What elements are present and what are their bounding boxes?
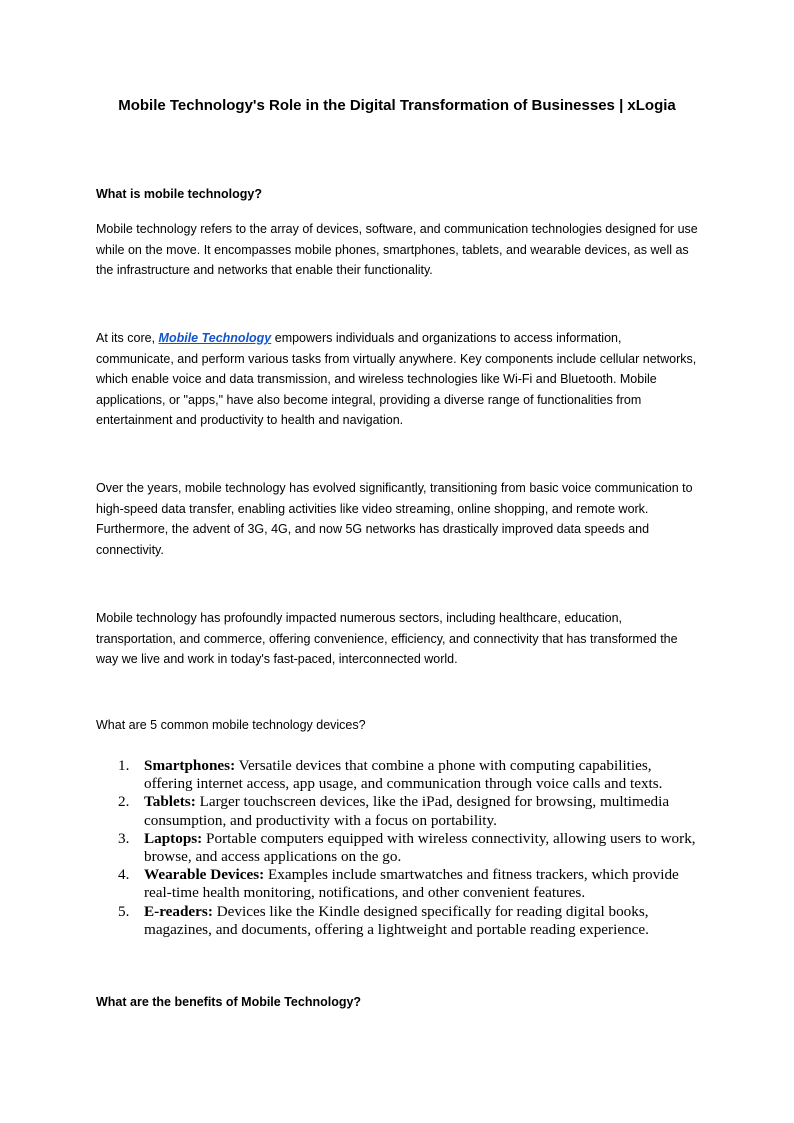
section-heading-what-is: What is mobile technology? [96,187,262,201]
list-item [118,866,698,902]
list-item [118,793,698,829]
list-item-text: Devices like the Kindle designed specifically for reading digital books, magazines, and documents, offering a lightweight and portable reading experience. [144,902,649,938]
list-item-number: 3. [118,829,130,847]
list-item [118,903,698,939]
list-item-text: Versatile devices that combine a phone with computing capabilities, offering internet access, app usage, and communication through voice calls and texts. [144,757,663,793]
paragraph-core-prefix: At its core, [96,331,159,345]
list-item-term: Laptops: [144,829,203,847]
list-item-number: 5. [118,902,130,920]
paragraph-core-suffix: empowers individuals and organizations to access information, communicate, and perform various tasks from virtually anywhere. Key components include cellular networks, which enable voice and data transmission, and wireless technologies like Wi-Fi and Bluetooth. Mobile applications, or "apps," have also become integral, providing a diverse range of functionalities from entertainment and productivity to health and navigation. [96,331,697,427]
section-heading-benefits: What are the benefits of Mobile Technology? [96,995,362,1009]
list-item-text: Portable computers equipped with wireless connectivity, allowing users to work, browse, and access applications on the go. [144,829,696,866]
list-item [118,757,698,793]
section-heading-devices: What are 5 common mobile technology devices? [96,718,366,732]
list-item-text: Examples include smartwatches and fitness trackers, which provide real-time health monitoring, notifications, and other convenient features. [144,866,679,902]
list-item-number: 1. [118,757,130,774]
list-item-term: E-readers: [144,902,213,920]
list-item-number: 2. [118,793,130,811]
list-item-text: Larger touchscreen devices, like the iPad, designed for browsing, multimedia consumption, and productivity with a focus on portability. [144,793,670,829]
list-item-term: Smartphones: [144,757,236,774]
mobile-technology-link[interactable]: Mobile Technology [158,331,272,345]
list-item-term: Wearable Devices: [144,866,265,884]
devices-list [118,757,698,939]
paragraph-definition: Mobile technology refers to the array of devices, software, and communication technologies designed for use while on the move. It encompasses mobile phones, smartphones, tablets, and wearable devices, as well as the infrastructure and networks that enable their functionality. [96,222,698,277]
paragraph-evolution: Over the years, mobile technology has evolved significantly, transitioning from basic voice communication to high-speed data transfer, enabling activities like video streaming, online shopping, and remote work. Furthermore, the advent of 3G, 4G, and now 5G networks has drastically improved data speeds and connectivity. [96,481,693,557]
paragraph-impact: Mobile technology has profoundly impacted numerous sectors, including healthcare, education, transportation, and commerce, offering convenience, efficiency, and connectivity that has transformed the way we live and work in today's fast-paced, interconnected world. [96,611,678,666]
page-title: Mobile Technology's Role in the Digital Transformation of Businesses | xLogia [118,97,676,114]
list-item-number: 4. [118,866,130,884]
paragraph-core [96,328,702,431]
list-item [118,830,698,866]
list-item-term: Tablets: [144,793,196,811]
